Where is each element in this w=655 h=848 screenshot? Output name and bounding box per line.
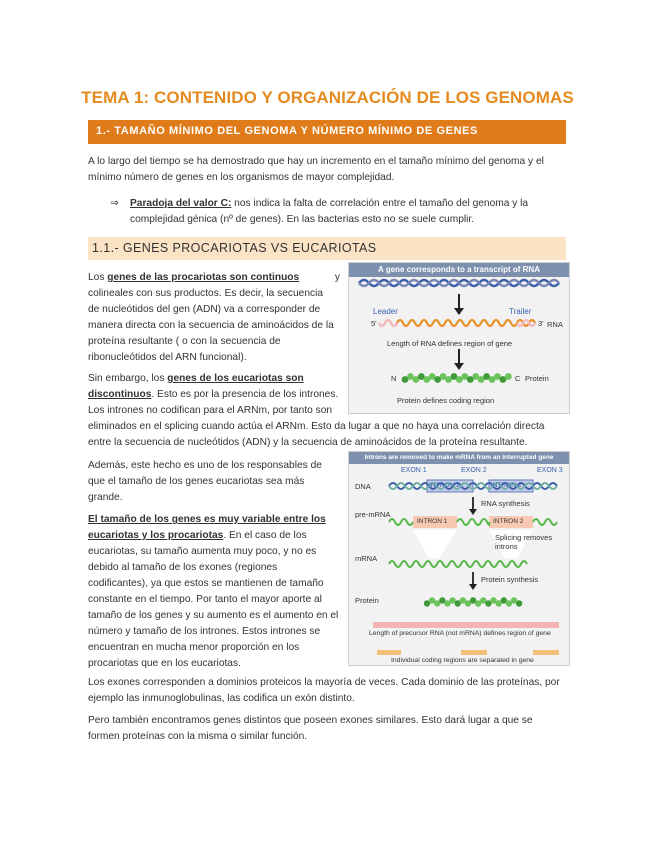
exon-3-label: EXON 3 (537, 467, 563, 474)
amino-acid-bead (505, 373, 512, 380)
emphasis-text: genes de las procariotas son continuos (107, 272, 300, 283)
protein-chain (402, 373, 512, 383)
text-line: manera directa con la secuencia de aminoácidos de la (88, 320, 334, 331)
section-heading-1: 1.- TAMAÑO MÍNIMO DEL GENOMA Y NÚMERO MÍNIMO DE GENES (96, 125, 478, 137)
paragraph-prokaryotes (88, 270, 340, 366)
amino-acid-bead (516, 600, 522, 606)
text-line: número y tamaño de los intrones. Estos intrones se (88, 626, 321, 637)
three-prime-label: 3' (538, 319, 544, 328)
rna-leader (379, 320, 397, 326)
intron-2-label: INTRON 2 (491, 482, 522, 489)
pre-mrna-intron-2-label: INTRON 2 (493, 518, 524, 525)
text-line: eliminados en el splicing cuando actúa el ARNm. Esto da lugar a que no haya una correlación directa (88, 421, 545, 432)
n-terminus-label: N (391, 374, 397, 383)
text-line: colineales con sus productos. Es decir, la secuencia (88, 288, 324, 299)
bullet-paradoja (130, 196, 570, 228)
pre-mrna-label: pre-mRNA (355, 510, 391, 519)
text-line: tamaño de los genes y su aumento es el aumento en el (88, 610, 339, 621)
text-line: debido al tamaño de los exones (regiones (88, 562, 278, 573)
paragraph-variable-size (88, 512, 340, 672)
splicing-label-line1: Splicing removes (495, 533, 553, 542)
mrna-strand (389, 561, 527, 567)
text-line: A lo largo del tiempo se ha demostrado que hay un incremento en el tamaño mínimo del genoma y el (88, 156, 544, 167)
arrow-down-icon (469, 497, 477, 515)
rna-strand (379, 320, 535, 326)
protein-synthesis-label: Protein synthesis (481, 575, 539, 584)
text-line: mínimo número de genes en los organismos de mayor complejidad. (88, 172, 395, 183)
protein-label: Protein (525, 374, 549, 383)
text-line: complejidad génica (nº de genes). En las bacterias esto no se suele cumplir. (130, 214, 475, 225)
emphasis-text: eucariotas y los procariotas (88, 530, 224, 541)
five-prime-label: 5' (371, 319, 377, 328)
dna-label: DNA (355, 482, 371, 491)
text-line: codificantes), ya que estos se mantienen de tamaño (88, 578, 324, 589)
text-line: formen proteínas con la misma o similar función. (88, 731, 308, 742)
c-terminus-label: C (515, 374, 521, 383)
precursor-length-bar (373, 622, 559, 628)
emphasis-text: El tamaño de los genes es muy variable entre los (88, 514, 326, 525)
text-line: entre la secuencia de nucleótidos (ADN) y la secuencia de aminoácidos de la proteína resultante. (88, 437, 528, 448)
text-line: proteína resultante ( o con la secuencia de (88, 336, 281, 347)
text-line: eucariotas, su tamaño aumenta muy poco, y no es (88, 546, 317, 557)
coding-caption: Individual coding regions are separated in gene (391, 657, 534, 664)
text-line: encuentran en mucha menor proporción en los (88, 642, 300, 653)
text-fragment: nos indica la falta de correlación entre el tamaño del genoma y la (231, 198, 529, 209)
text-fragment: Sin embargo, los (88, 373, 168, 384)
protein-label: Protein (355, 596, 379, 605)
coding-region-bar (377, 650, 401, 655)
splice-fan-1 (413, 530, 457, 558)
text-fragment: y (334, 272, 340, 283)
text-fragment: . Esto es por la presencia de los intrones. (151, 389, 339, 400)
arrow-down-icon (454, 294, 464, 315)
page-title: TEMA 1: CONTENIDO Y ORGANIZACIÓN DE LOS GENOMAS (81, 88, 574, 107)
figure-introns-removed (348, 451, 570, 666)
text-line: ribonucleótidos del ARN funcional). (88, 352, 247, 363)
text-line: Los exones corresponden a dominios proteicos la mayoría de veces. Cada dominio de las proteínas, por (88, 677, 560, 688)
rna-caption: Length of RNA defines region of gene (387, 339, 513, 348)
paragraph-gene-size (88, 458, 340, 506)
figure-gene-transcript (348, 262, 570, 414)
intron-1-label: INTRON 1 (429, 482, 460, 489)
text-line: procariotas que en los eucariotas. (88, 658, 241, 669)
intro-paragraph (88, 154, 568, 186)
pre-mrna-intron-1-label: INTRON 1 (417, 518, 448, 525)
text-line: Además, este hecho es uno de los responsables de (88, 460, 322, 471)
arrow-down-icon (469, 572, 477, 590)
text-line: de nucleótidos del gen (ADN) va a corresponder de (88, 304, 321, 315)
trailer-label: Trailer (509, 307, 532, 316)
dna-helix-icon (359, 280, 559, 286)
coding-region-bar (533, 650, 559, 655)
rna-synthesis-label: RNA synthesis (481, 499, 530, 508)
text-line: que el tamaño de los genes eucariotas sea más (88, 476, 305, 487)
subsection-heading: 1.1.- GENES PROCARIOTAS VS EUCARIOTAS (92, 241, 377, 255)
paragraph-similar-exons (88, 713, 568, 745)
splicing-label-line2: introns (495, 542, 518, 551)
emphasis-text: genes de los eucariotas son (167, 373, 304, 384)
paragraph-exons-domains (88, 675, 568, 707)
exon-2-label: EXON 2 (461, 467, 487, 474)
exon-1-label: EXON 1 (401, 467, 427, 474)
coding-region-bar (461, 650, 487, 655)
bullet-arrow-icon: ⇒ (110, 198, 119, 209)
arrow-down-icon (454, 349, 464, 370)
figure-header: Introns are removed to make mRNA from an interrupted gene (349, 452, 569, 464)
figure-header: A gene corresponds to a transcript of RNA (349, 263, 569, 277)
emphasis-text: discontinuos (88, 389, 152, 400)
text-line: ejemplo las inmunoglobulinas, las codifica un exón distinto. (88, 693, 355, 704)
paradoja-term: Paradoja del valor C: (130, 198, 232, 209)
text-line: grande. (88, 492, 123, 503)
precursor-caption: Length of precursor RNA (not mRNA) defines region of gene (369, 630, 551, 637)
protein-caption: Protein defines coding region (397, 396, 495, 405)
leader-label: Leader (373, 307, 398, 316)
text-fragment: . En el caso de los (223, 530, 307, 541)
text-line: Los intrones no codifican para el ARNm, por tanto son (88, 405, 333, 416)
text-line: constante en el tiempo. Por tanto el mayor aporte al (88, 594, 322, 605)
mrna-label: mRNA (355, 554, 378, 563)
text-fragment: Los (88, 272, 108, 283)
text-line: Pero también encontramos genes distintos que poseen exones similares. Esto dará lugar a que se (88, 715, 533, 726)
protein-chain (424, 597, 523, 606)
rna-label: RNA (547, 320, 563, 329)
